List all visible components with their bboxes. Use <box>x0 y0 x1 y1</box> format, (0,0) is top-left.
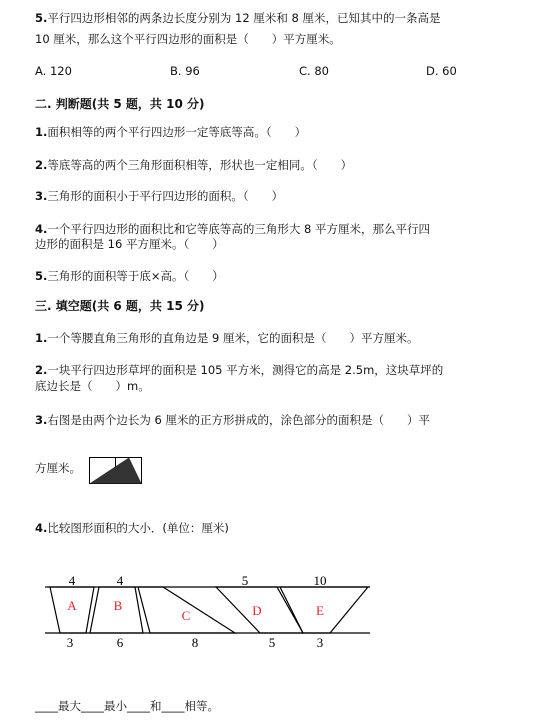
bottom-label: 6 <box>116 635 124 650</box>
answer-line: ____最大____最小____和____相等。 <box>35 699 219 713</box>
bottom-label: 5 <box>268 635 276 650</box>
option-a: A. 120 <box>35 64 72 78</box>
judge-item-1 <box>35 124 306 140</box>
item-number: 1. <box>35 331 48 345</box>
item-text: 右图是由两个边长为 6 厘米的正方形拼成的，涂色部分的面积是（ ）平 <box>47 413 430 427</box>
q5-line2: 10 厘米，那么这个平行四边形的面积是（ ）平方厘米。 <box>35 32 341 46</box>
fill-item-4 <box>35 520 229 536</box>
shape-label: A <box>67 598 77 613</box>
item-text: 比较图形面积的大小．(单位：厘米) <box>47 521 229 535</box>
item-number: 5. <box>35 269 48 283</box>
bottom-label: 3 <box>316 635 324 650</box>
option-b: B. 96 <box>170 64 200 78</box>
section2-title: 二. 判断题(共 5 题，共 10 分) <box>35 97 205 111</box>
fill-item-2 <box>35 362 443 378</box>
bottom-label: 8 <box>191 635 199 650</box>
item-text: 三角形的面积小于平行四边形的面积。（ ） <box>47 189 284 203</box>
bottom-label: 3 <box>66 635 74 650</box>
judge-item-3 <box>35 188 283 204</box>
item-number: 2. <box>35 363 48 377</box>
item-text: 一个平行四边形的面积比和它等底等高的三角形大 8 平方厘米，那么平行四 <box>47 222 430 236</box>
item-number: 3. <box>35 189 48 203</box>
item-number: 4. <box>35 521 48 535</box>
shape-label: C <box>181 608 191 623</box>
fill-item-2-line2: 底边长是（ ）m。 <box>35 379 150 393</box>
item-number: 4. <box>35 222 48 236</box>
item-text: 面积相等的两个平行四边形一定等底等高。（ ） <box>47 125 307 139</box>
top-label: 4 <box>68 573 76 588</box>
top-label: 5 <box>241 573 249 588</box>
item-text: 一块平行四边形草坪的面积是 105 平方米，测得它的高是 2.5m，这块草坪的 <box>47 363 444 377</box>
shape-label: B <box>113 598 123 613</box>
shape-label: D <box>252 603 262 618</box>
q5-line1 <box>35 10 440 26</box>
judge-item-2 <box>35 157 352 173</box>
item-number: 2. <box>35 158 48 172</box>
judge-item-4 <box>35 221 430 237</box>
item-number: 1. <box>35 125 48 139</box>
q5-number: 5. <box>35 11 48 25</box>
item-text: 三角形的面积等于底×高。（ ） <box>47 269 224 283</box>
item-text: 等底等高的两个三角形面积相等，形状也一定相同。（ ） <box>47 158 353 172</box>
q5-text: 平行四边形相邻的两条边长度分别为 12 厘米和 8 厘米，已知其中的一条高是 <box>47 11 441 25</box>
section3-title: 三. 填空题(共 6 题，共 15 分) <box>35 299 205 313</box>
top-label: 4 <box>116 573 124 588</box>
shape-e <box>280 587 368 633</box>
judge-item-5 <box>35 268 224 284</box>
two-squares-figure <box>89 457 143 485</box>
fill-item-3-line2: 方厘米。 <box>35 461 81 475</box>
fill-item-3 <box>35 412 430 428</box>
item-number: 3. <box>35 413 48 427</box>
shape-label: E <box>316 603 324 618</box>
option-d: D. 60 <box>426 64 457 78</box>
area-comparison-figure <box>40 570 375 650</box>
fill-item-1 <box>35 330 419 346</box>
top-label: 10 <box>313 573 327 588</box>
judge-item-4-line2: 边形的面积是 16 平方厘米。（ ） <box>35 237 224 251</box>
item-text: 一个等腰直角三角形的直角边是 9 厘米，它的面积是（ ）平方厘米。 <box>47 331 419 345</box>
option-c: C. 80 <box>299 64 329 78</box>
